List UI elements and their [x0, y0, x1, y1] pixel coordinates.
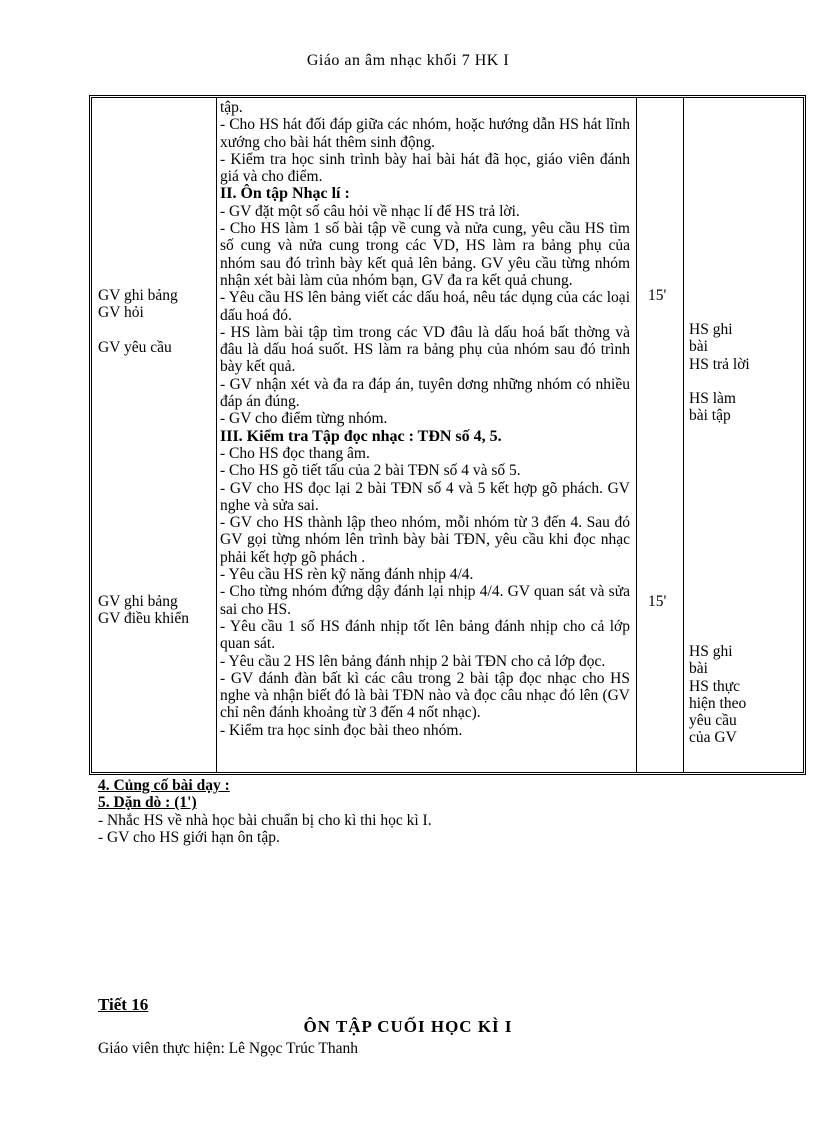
content-line: - HS làm bài tập tìm trong các VD đâu là dấu hoá bất thờng và đâu là dấu hoá suốt. HS làm ra bảng phụ của nhóm sau đó trình bày kết quả. [220, 323, 630, 376]
content-line: - GV đánh đàn bất kì các câu trong 2 bài tập đọc nhạc cho HS nghe và nhận biết đó là bài TĐN nào và đọc câu nhạc đó lên (GV chỉ nên đánh khoảng từ 3 đến 4 nốt nhạc). [220, 669, 630, 722]
content-column [216, 98, 637, 772]
content-line: - Cho HS làm 1 số bài tập về cung và nửa cung, yêu cầu HS tìm số cung và nửa cung trong các VD, HS làm ra bảng phụ của nhóm sau đó trình bày kết quả lên bảng. GV yêu cầu từng nhóm nhận xét bài làm của nhóm bạn, GV đa ra kết quả chung. [220, 220, 630, 289]
content-line: - Yêu cầu 2 HS lên bảng đánh nhịp 2 bài TĐN cho cả lớp đọc. [220, 652, 606, 670]
time-value-1: 15' [648, 287, 667, 304]
lesson-table [89, 95, 806, 775]
content-line: - GV nhận xét và đa ra đáp án, tuyên dơng những nhóm có nhiều đáp án đúng. [220, 375, 630, 411]
content-line: - Cho HS hát đối đáp giữa các nhóm, hoặc hướng dẫn HS hát lĩnh xướng cho bài hát thêm sinh động. [220, 116, 630, 151]
content-line: - Yêu cầu 1 số HS đánh nhịp tốt lên bảng đánh nhịp cho cả lớp quan sát. [220, 617, 630, 653]
page-header: Giáo an âm nhạc khối 7 HK I [306, 52, 510, 69]
time-column [636, 98, 684, 772]
student-note: HS ghi [689, 643, 733, 660]
teacher-activity-column [92, 98, 217, 772]
teacher-note-spacer [98, 322, 210, 339]
time-value-2: 15' [648, 593, 667, 610]
after-table-section [98, 777, 432, 846]
student-note: HS làm [689, 390, 736, 408]
content-line: - Kiểm tra học sinh trình bày hai bài hát đã học, giáo viên đánh giá và cho điểm. [220, 150, 630, 186]
student-note: bài tập [689, 407, 731, 425]
content-line: - GV cho HS đọc lại 2 bài TĐN số 4 và 5 kết hợp gõ phách. GV nghe và sửa sai. [220, 479, 630, 514]
content-line: - Cho từng nhóm đứng dậy đánh lại nhịp 4/4. GV quan sát và sửa sai cho HS. [220, 583, 630, 618]
student-note: HS ghi [689, 321, 733, 338]
lesson-content [220, 99, 630, 773]
student-note: bài [689, 338, 708, 356]
section-4-title: 4. Củng cố bài dạy : [98, 777, 230, 794]
teacher-note: GV hỏi [98, 304, 144, 322]
teacher-line: Giáo viên thực hiện: Lê Ngọc Trúc Thanh [98, 1040, 358, 1057]
student-note: bài [689, 660, 708, 678]
teacher-note: GV điều khiển [98, 610, 189, 628]
teacher-note: GV ghi bảng [98, 593, 178, 610]
content-line: - Kiểm tra học sinh đọc bài theo nhóm. [220, 721, 463, 739]
student-note: của GV [689, 729, 737, 747]
homework-line: - Nhắc HS về nhà học bài chuẩn bị cho kì thi học kì I. [98, 811, 432, 829]
student-note: HS thực [689, 677, 741, 695]
teacher-notes-block2 [98, 593, 210, 628]
content-line: - Yêu cầu HS lên bảng viết các dấu hoá, nêu tác dụng của các loại dấu hoá đó. [220, 289, 630, 324]
student-activity-column [683, 98, 803, 772]
teacher-note: GV ghi bảng [98, 287, 178, 304]
lesson-number: Tiết 16 [98, 995, 149, 1014]
student-note: HS trả lời [689, 355, 750, 373]
homework-line: - GV cho HS giới hạn ôn tập. [98, 828, 280, 846]
content-heading: III. Kiểm tra Tập đọc nhạc : TĐN số 4, 5. [220, 427, 502, 445]
student-note: yêu cầu [689, 712, 737, 730]
content-line: - GV cho HS thành lập theo nhóm, mỗi nhóm từ 3 đến 4. Sau đó GV gọi từng nhóm lên trình bày bài TĐN, yêu cầu khi đọc nhạc phải kết hợp gõ phách . [220, 514, 630, 566]
section-5-title: 5. Dặn dò : (1') [98, 794, 197, 812]
student-notes-block1 [689, 321, 769, 425]
content-line: tập. [220, 99, 243, 116]
content-line: - Cho HS đọc thang âm. [220, 444, 370, 462]
content-line: - Cho HS gõ tiết tấu của 2 bài TĐN số 4 và số 5. [220, 462, 521, 480]
content-line: - GV đặt một số câu hỏi về nhạc lí để HS trả lời. [220, 202, 520, 220]
content-line: - Yêu cầu HS rèn kỹ năng đánh nhịp 4/4. [220, 566, 474, 584]
content-heading: II. Ôn tập Nhạc lí : [220, 185, 350, 203]
content-line: - GV cho điểm từng nhóm. [220, 410, 388, 428]
lesson-title: ÔN TẬP CUỐI HỌC KÌ I [303, 1017, 513, 1036]
teacher-note: GV yêu cầu [98, 338, 172, 356]
student-notes-block2 [689, 643, 769, 747]
teacher-notes-block1 [98, 287, 210, 356]
student-note: hiện theo [689, 694, 747, 712]
student-note-spacer [689, 373, 769, 390]
